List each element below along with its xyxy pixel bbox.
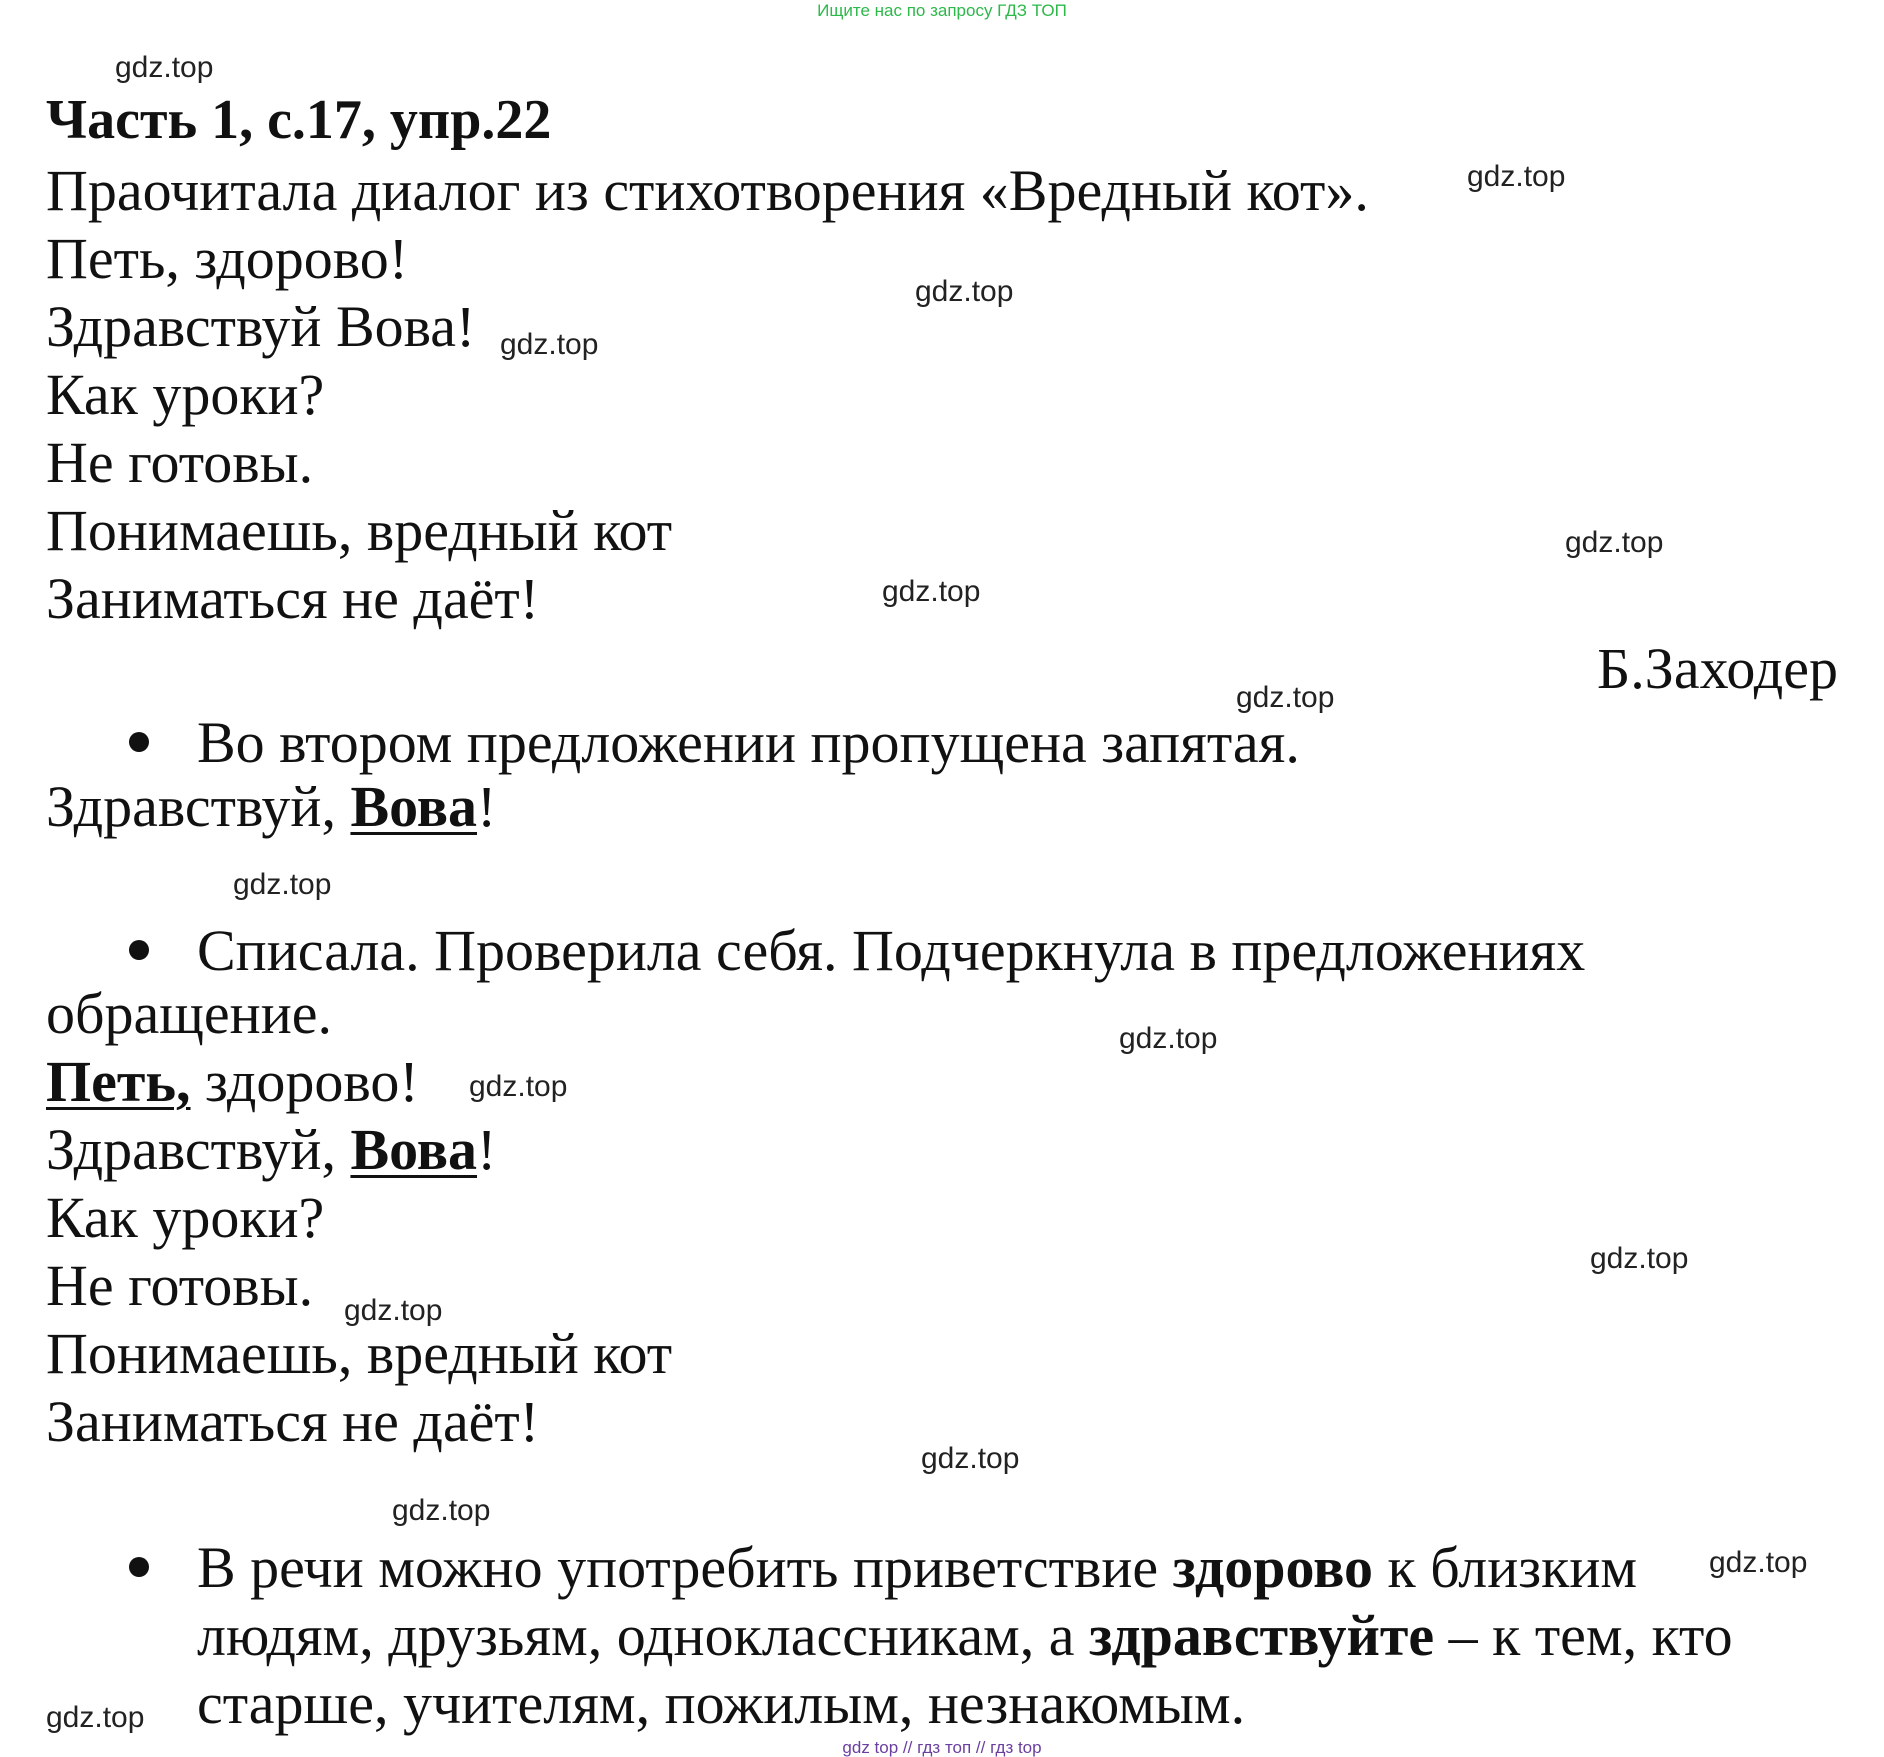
- bullet-dot: [129, 940, 149, 960]
- marked-poem-line: Не готовы.: [46, 1253, 314, 1318]
- watermark: gdz.top: [46, 1701, 145, 1734]
- page-title: Часть 1, с.17, упр.22: [46, 89, 552, 151]
- poem-line: Здравствуй Вова!: [46, 294, 476, 359]
- watermark: gdz.top: [500, 328, 599, 361]
- top-search-note: Ищите нас по запросу ГДЗ ТОП: [817, 1, 1067, 20]
- watermark: gdz.top: [1119, 1022, 1218, 1055]
- bullet-3-line: старше, учителям, пожилым, незнакомым.: [197, 1671, 1246, 1736]
- watermark: gdz.top: [915, 275, 1014, 308]
- bullet-1-text: Во втором предложении пропущена запятая.: [197, 710, 1300, 775]
- footer-note: gdz top // гдз топ // гдз top: [842, 1738, 1042, 1757]
- marked-poem-line: Заниматься не даёт!: [46, 1389, 540, 1454]
- watermark: gdz.top: [1467, 160, 1566, 193]
- poem-line: Заниматься не даёт!: [46, 566, 540, 631]
- address-highlight: Вова: [350, 1117, 478, 1182]
- intro-text: Праочитала диалог из стихотворения «Вредный кот».: [46, 158, 1369, 223]
- watermark: gdz.top: [233, 868, 332, 901]
- bullet-3-line: В речи можно употребить приветствие здорово к близким: [197, 1535, 1638, 1600]
- watermark: gdz.top: [882, 575, 981, 608]
- corrected-line: Здравствуй, Вова!: [46, 774, 497, 839]
- marked-poem-line: Как уроки?: [46, 1185, 325, 1250]
- watermark: gdz.top: [392, 1494, 491, 1527]
- bullet-3-line: людям, друзьям, одноклассникам, а здравствуйте – к тем, кто: [197, 1603, 1733, 1668]
- address-highlight: Петь,: [46, 1049, 191, 1114]
- watermark: gdz.top: [469, 1070, 568, 1103]
- poem-author: Б.Заходер: [1597, 636, 1838, 701]
- bullet-2-line: Списала. Проверила себя. Подчеркнула в предложениях: [197, 918, 1586, 983]
- marked-poem-line: Здравствуй, Вова!: [46, 1117, 497, 1182]
- poem-line: Петь, здорово!: [46, 226, 409, 291]
- watermark: gdz.top: [1709, 1546, 1808, 1579]
- marked-poem-line: Петь, здорово!: [46, 1049, 419, 1114]
- bullet-dot: [129, 732, 149, 752]
- poem-line: Как уроки?: [46, 362, 325, 427]
- watermark: gdz.top: [1236, 681, 1335, 714]
- watermark: gdz.top: [1590, 1242, 1689, 1275]
- watermark: gdz.top: [921, 1442, 1020, 1475]
- marked-poem-line: Понимаешь, вредный кот: [46, 1321, 673, 1386]
- bullet-dot: [129, 1557, 149, 1577]
- address-highlight: Вова: [350, 774, 478, 839]
- bullet-2-line: обращение.: [46, 981, 332, 1046]
- watermark: gdz.top: [1565, 526, 1664, 559]
- watermark: gdz.top: [344, 1294, 443, 1327]
- poem-line: Понимаешь, вредный кот: [46, 498, 673, 563]
- watermark: gdz.top: [115, 51, 214, 84]
- poem-line: Не готовы.: [46, 430, 314, 495]
